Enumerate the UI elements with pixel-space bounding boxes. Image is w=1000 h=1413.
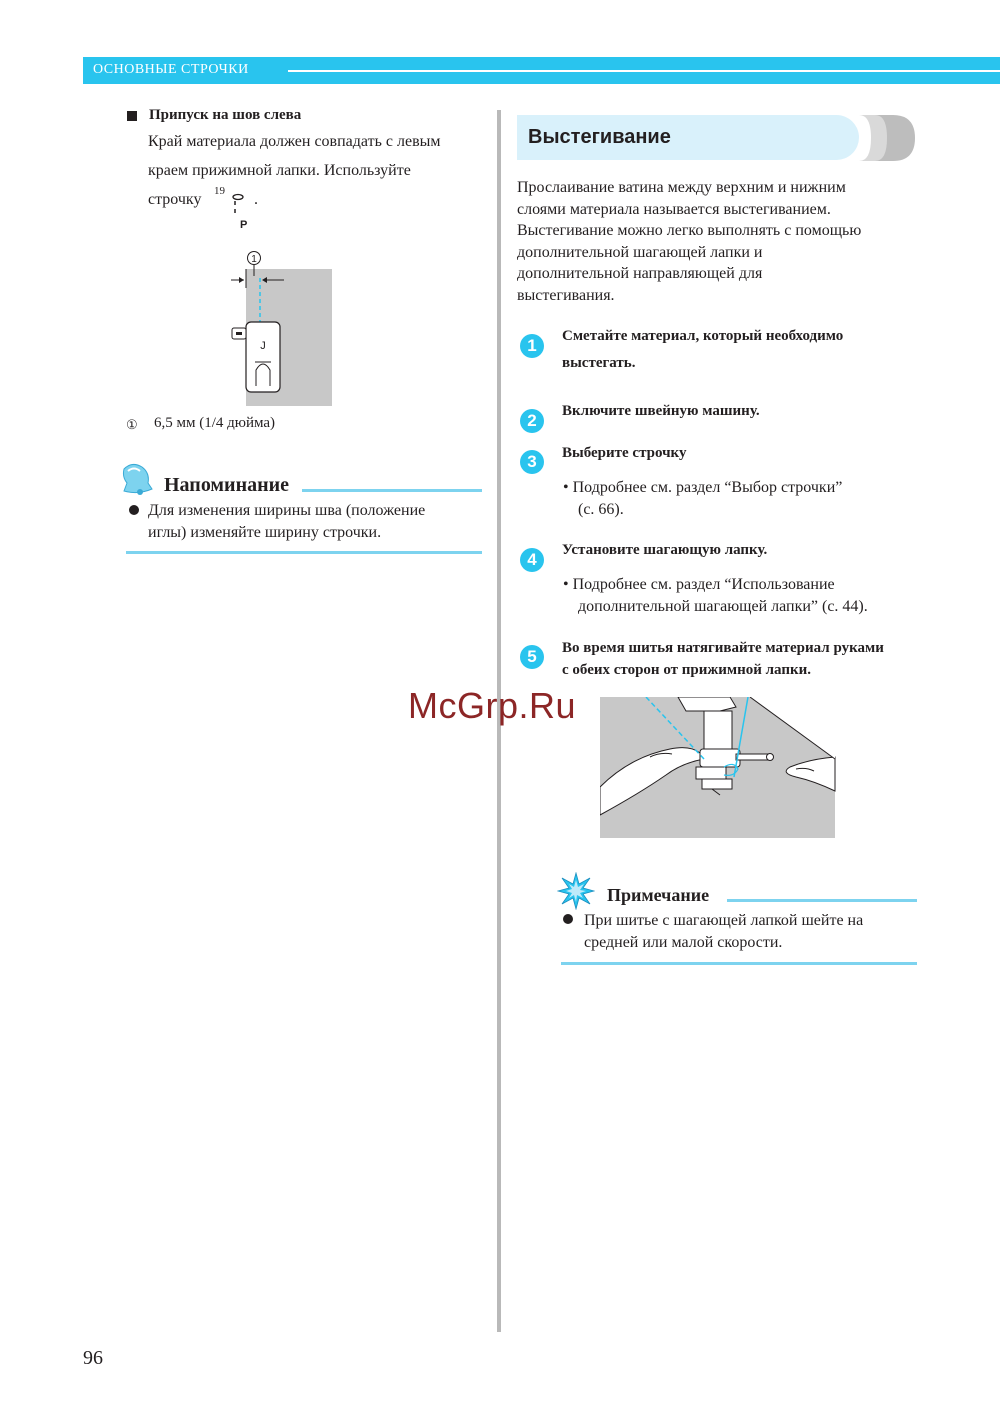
bullet-icon xyxy=(129,505,139,515)
step-number: 3 xyxy=(520,450,544,474)
intro-line: Выстегивание можно легко выполнять с помощью xyxy=(517,222,862,239)
watermark: McGrp.Ru xyxy=(408,685,577,726)
note-bottom-rule xyxy=(561,962,917,965)
section-tab-icon xyxy=(859,115,917,161)
walking-foot-sewing-figure xyxy=(600,697,836,839)
step-line: выстегать. xyxy=(562,355,636,371)
intro-line: выстегивания. xyxy=(517,286,615,304)
intro-line: дополнительной направляющей для xyxy=(517,265,763,282)
step-line: Во время шитья натягивайте материал руками xyxy=(562,640,884,656)
step-5-text xyxy=(562,638,884,681)
step-detail-line: (с. 66). xyxy=(578,500,624,518)
square-bullet-icon xyxy=(127,111,137,121)
seam-text-line: строчку xyxy=(148,191,202,208)
intro-line: Прослаивание ватина между верхним и нижним xyxy=(517,179,846,196)
caption-number: ① xyxy=(126,417,138,432)
step-detail-line: дополнительной шагающей лапки” (с. 44). xyxy=(578,597,868,615)
intro-line: дополнительной шагающей лапки и xyxy=(517,243,763,261)
step-4-text: Установите шагающую лапку. xyxy=(562,542,768,558)
step-line: с обеих сторон от прижимной лапки. xyxy=(562,661,812,678)
sparkle-note-icon xyxy=(557,872,595,910)
straight-stitch-icon xyxy=(229,190,253,232)
note-title: Примечание xyxy=(607,885,710,905)
header-rule xyxy=(288,70,1000,72)
step-3-text: Выберите строчку xyxy=(562,445,687,461)
foot-letter: J xyxy=(260,340,266,352)
seam-text-line: краем прижимной лапки. Используйте xyxy=(148,162,411,179)
step-line: Сметайте материал, который необходимо xyxy=(562,328,844,344)
section-title: Выстегивание xyxy=(528,126,671,148)
step-3-detail xyxy=(563,477,842,520)
reminder-text: Для изменения ширины шва (положение xyxy=(148,502,426,519)
figure-callout: 1 xyxy=(251,254,257,265)
reminder-rule xyxy=(302,489,482,492)
stitch-number: 19 xyxy=(214,185,225,197)
header-title: ОСНОВНЫЕ СТРОЧКИ xyxy=(93,62,249,77)
step-number: 1 xyxy=(520,334,544,358)
bullet-icon xyxy=(563,914,573,924)
step-1-text xyxy=(562,323,843,377)
step-number: 5 xyxy=(520,645,544,669)
step-4-detail xyxy=(563,574,868,617)
step-number: 2 xyxy=(520,409,544,433)
presser-foot-figure xyxy=(228,248,338,410)
note-text: средней или малой скорости. xyxy=(584,934,783,951)
reminder-bottom-rule xyxy=(126,551,482,554)
note-rule xyxy=(727,899,917,902)
seam-allowance-heading: Припуск на шов слева xyxy=(149,107,302,123)
note-text: При шитье с шагающей лапкой шейте на xyxy=(584,912,864,929)
page-number: 96 xyxy=(83,1347,103,1369)
stitch-letter: P xyxy=(240,219,248,231)
step-detail-line: • Подробнее см. раздел “Использование xyxy=(563,576,835,593)
reminder-text: иглы) изменяйте ширину строчки. xyxy=(148,524,382,541)
bell-icon xyxy=(118,461,158,497)
seam-text-line: Край материала должен совпадать с левым xyxy=(148,133,441,150)
step-detail-line: • Подробнее см. раздел “Выбор строчки” xyxy=(563,479,843,496)
step-number: 4 xyxy=(520,548,544,572)
reminder-title: Напоминание xyxy=(164,474,290,496)
step-2-text: Включите швейную машину. xyxy=(562,403,760,419)
intro-paragraph xyxy=(517,177,861,306)
figure-caption: 6,5 мм (1/4 дюйма) xyxy=(154,415,276,431)
seam-text-end: . xyxy=(254,191,258,208)
intro-line: слоями материала называется выстегиванием. xyxy=(517,200,831,218)
